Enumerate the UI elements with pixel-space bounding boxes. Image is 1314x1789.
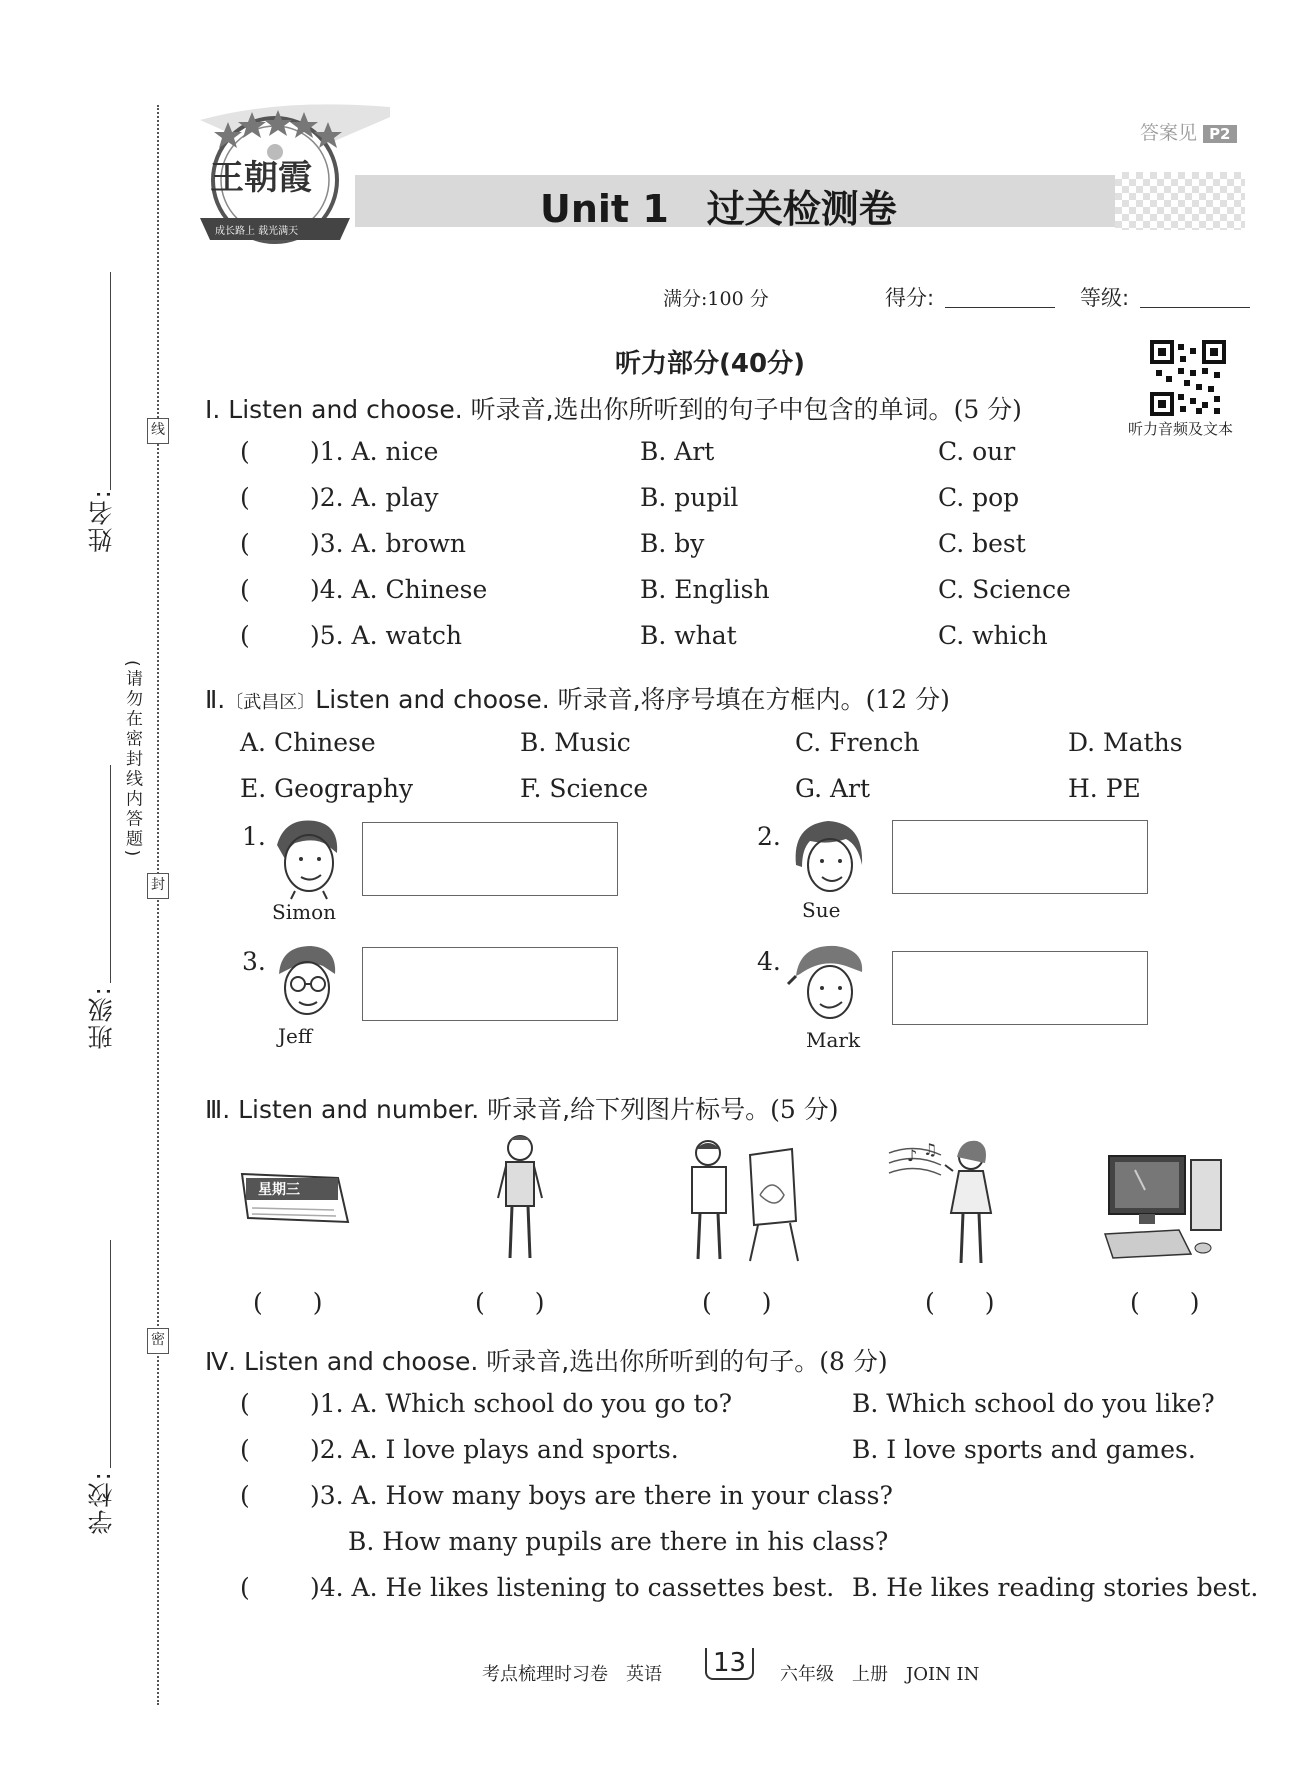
name-label: 姓名: [87,488,116,553]
person-number: 3. [242,947,266,976]
answer-blank[interactable]: ( ) [1130,1288,1200,1317]
painter-easel-icon [680,1135,805,1265]
option-item: A. Chinese [240,728,376,757]
section2-title: Ⅱ.〔武昌区〕Listen and choose. 听录音,将序号填在方框内。(12 分) [205,685,950,714]
svg-text:♫: ♫ [923,1140,938,1159]
score-field[interactable] [945,307,1055,308]
logo-slogan: 成长路上 载光满天 [215,226,299,237]
name-field[interactable] [110,272,111,490]
answer-ref: 答案见 P2 [1140,118,1237,145]
option-b[interactable]: B. He likes reading stories best. [852,1573,1259,1602]
answer-blank[interactable]: ( [240,621,250,650]
banner-checker [1115,172,1245,230]
calendar-text: 星期三 [258,1182,300,1198]
option-a[interactable]: )4. A. Chinese [310,575,488,604]
option-item: E. Geography [240,774,414,803]
svg-text:♪: ♪ [907,1146,918,1165]
option-item: F. Science [520,774,649,803]
seal-mark: 封 [147,873,169,899]
score-label: 得分: [885,286,935,310]
girl-singing-icon [885,1135,1005,1270]
answer-blank[interactable]: ( [240,575,250,604]
option-c[interactable]: C. our [938,437,1016,466]
answer-blank[interactable]: ( [240,437,250,466]
class-label: 班级: [87,985,116,1050]
answer-box[interactable] [892,951,1148,1025]
answer-blank[interactable]: ( [240,1389,250,1418]
option-a[interactable]: )3. A. brown [310,529,467,558]
answer-blank[interactable]: ( ) [925,1288,995,1317]
calendar-icon [238,1168,350,1228]
school-field[interactable] [110,1240,111,1468]
option-b[interactable]: B. Which school do you like? [852,1389,1215,1418]
option-item: D. Maths [1068,728,1183,757]
option-c[interactable]: C. best [938,529,1026,558]
answer-blank[interactable]: ( [240,1435,250,1464]
person-number: 2. [757,822,781,851]
full-score: 满分:100 分 [663,288,769,310]
person-name: Mark [806,1028,861,1052]
grade-label: 等级: [1080,286,1130,310]
answer-box[interactable] [362,947,618,1021]
option-a[interactable]: )2. A. play [310,483,439,512]
section4-title: Ⅳ. Listen and choose. 听录音,选出你所听到的句子。(8 分) [205,1347,888,1376]
option-a[interactable]: )2. A. I love plays and sports. [310,1435,679,1464]
person-name: Simon [272,900,336,924]
answer-blank[interactable]: ( [240,483,250,512]
option-a[interactable]: )3. A. How many boys are there in your class? [310,1481,893,1510]
option-b[interactable]: B. pupil [640,483,739,512]
answer-box[interactable] [892,820,1148,894]
option-c[interactable]: C. pop [938,483,1020,512]
option-c[interactable]: C. which [938,621,1048,650]
qr-code-graphic [1150,340,1226,416]
answer-blank[interactable]: ( [240,1573,250,1602]
option-b[interactable]: B. How many pupils are there in his class? [348,1527,889,1556]
boy-standing-icon [490,1130,550,1270]
option-item: B. Music [520,728,631,757]
qr-code[interactable] [1150,340,1226,416]
section3-title: Ⅲ. Listen and number. 听录音,给下列图片标号。(5 分) [205,1095,839,1124]
option-b[interactable]: B. what [640,621,737,650]
option-a[interactable]: )5. A. watch [310,621,462,650]
option-b[interactable]: B. by [640,529,705,558]
girl-portrait-icon [788,815,868,900]
person-number: 1. [242,822,266,851]
option-b[interactable]: B. English [640,575,770,604]
section1-title: Ⅰ. Listen and choose. 听录音,选出你所听到的句子中包含的单词。(5 分) [205,395,1022,424]
boy-portrait-icon [265,815,345,900]
listening-heading: 听力部分(40分) [615,349,805,379]
boy-cap-portrait-icon [786,940,870,1030]
line-mark: 线 [147,418,169,444]
option-b[interactable]: B. I love sports and games. [852,1435,1196,1464]
computer-icon [1095,1150,1230,1265]
answer-blank[interactable]: ( ) [702,1288,772,1317]
footer-book: 考点梳理时习卷 英语 [482,1664,662,1685]
option-b[interactable]: B. Art [640,437,715,466]
answer-blank[interactable]: ( ) [253,1288,323,1317]
footer-grade: 六年级 上册 JOIN IN [780,1664,980,1685]
answer-blank[interactable]: ( ) [475,1288,545,1317]
answer-blank[interactable]: ( [240,529,250,558]
option-item: G. Art [795,774,871,803]
answer-page-badge: P2 [1203,125,1236,143]
option-item: C. French [795,728,920,757]
answer-box[interactable] [362,822,618,896]
grade-field[interactable] [1140,307,1250,308]
person-number: 4. [757,947,781,976]
person-name: Sue [802,898,841,922]
school-label: 学校: [87,1470,116,1535]
binding-notice: (请勿在密封线内答题) [122,660,142,860]
boy-glasses-portrait-icon [265,940,345,1025]
district-tag: 〔武昌区〕 [225,692,316,713]
unit-title: Unit 1 过关检测卷 [540,187,897,231]
option-c[interactable]: C. Science [938,575,1071,604]
qr-caption: 听力音频及文本 [1128,420,1234,438]
secret-mark: 密 [147,1328,169,1354]
person-name: Jeff [278,1024,313,1048]
option-a[interactable]: )4. A. He likes listening to cassettes best. [310,1573,835,1602]
logo-brand-text: 王朝霞 [210,158,312,198]
option-a[interactable]: )1. A. nice [310,437,439,466]
page-number: 13 [705,1648,754,1680]
option-item: H. PE [1068,774,1141,803]
class-field[interactable] [110,765,111,983]
answer-blank[interactable]: ( [240,1481,250,1510]
binding-dotted-line [157,105,159,1705]
option-a[interactable]: )1. A. Which school do you go to? [310,1389,733,1418]
